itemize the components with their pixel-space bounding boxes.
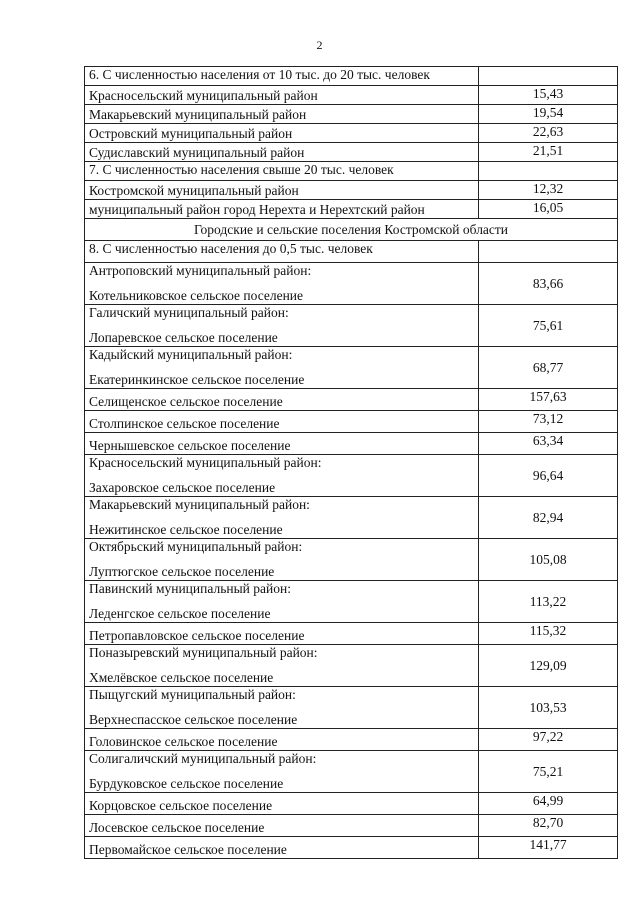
row-value: 22,63 (479, 124, 618, 143)
district-group-row (85, 263, 618, 305)
section-title: Городские и сельские поселения Костромской области (85, 219, 618, 241)
row-value: 105,08 (479, 539, 618, 581)
row-value: 64,99 (479, 793, 618, 815)
settlement-cell (85, 645, 479, 687)
row-value: 12,32 (479, 181, 618, 200)
row-value: 75,21 (479, 751, 618, 793)
district-name: Поназыревский муниципальный район: (89, 645, 318, 660)
row-value: 63,34 (479, 433, 618, 455)
settlement-cell-content (89, 347, 474, 387)
settlement-cell (85, 581, 479, 623)
table-row (85, 86, 618, 105)
settlement-name: Бурдуковское сельское поселение (89, 776, 284, 791)
row-value: 15,43 (479, 86, 618, 105)
tariff-table (84, 66, 618, 859)
settlement-cell-content (89, 263, 474, 303)
table-row (85, 411, 618, 433)
table-row (85, 200, 618, 219)
district-name: Пыщугский муниципальный район: (89, 687, 296, 702)
district-name: Кадыйский муниципальный район: (89, 347, 293, 362)
row-name: Головинское сельское поселение (85, 729, 479, 751)
settlement-name: Екатеринкинское сельское поселение (89, 372, 305, 387)
district-group-row (85, 455, 618, 497)
table-row (85, 389, 618, 411)
row-name: Петропавловское сельское поселение (85, 623, 479, 645)
settlement-name: Верхнеспасское сельское поселение (89, 712, 298, 727)
row-value: 96,64 (479, 455, 618, 497)
category-row (85, 67, 618, 86)
district-group-row (85, 347, 618, 389)
category-label: 7. С численностью населения свыше 20 тыс. человек (85, 162, 479, 181)
row-value: 75,61 (479, 305, 618, 347)
row-name: Лосевское сельское поселение (85, 815, 479, 837)
district-name: Макарьевский муниципальный район: (89, 497, 310, 512)
settlement-name: Захаровское сельское поселение (89, 480, 276, 495)
row-name: Костромской муниципальный район (85, 181, 479, 200)
settlement-cell-content (89, 645, 474, 685)
row-value: 157,63 (479, 389, 618, 411)
category-value (479, 67, 618, 86)
row-value: 82,94 (479, 497, 618, 539)
settlement-cell-content (89, 455, 474, 495)
settlement-cell-content (89, 305, 474, 345)
category-label: 6. С численностью населения от 10 тыс. до 20 тыс. человек (85, 67, 479, 86)
row-value: 103,53 (479, 687, 618, 729)
row-name: Столпинское сельское поселение (85, 411, 479, 433)
settlement-cell (85, 305, 479, 347)
row-name: Судиславский муниципальный район (85, 143, 479, 162)
row-value: 73,12 (479, 411, 618, 433)
category-label: 8. С численностью населения до 0,5 тыс. человек (85, 241, 479, 263)
row-value: 21,51 (479, 143, 618, 162)
district-name: Галичский муниципальный район: (89, 305, 289, 320)
district-name: Октябрьский муниципальный район: (89, 539, 303, 554)
district-group-row (85, 305, 618, 347)
row-name: Макарьевский муниципальный район (85, 105, 479, 124)
settlement-cell (85, 455, 479, 497)
settlement-cell-content (89, 539, 474, 579)
district-name: Солигаличский муниципальный район: (89, 751, 317, 766)
table-row (85, 837, 618, 859)
row-value: 16,05 (479, 200, 618, 219)
table-row (85, 729, 618, 751)
district-group-row (85, 581, 618, 623)
settlement-cell (85, 687, 479, 729)
row-value: 68,77 (479, 347, 618, 389)
tariff-table-body (85, 67, 618, 859)
row-value: 115,32 (479, 623, 618, 645)
section-header-row (85, 219, 618, 241)
district-name: Антроповский муниципальный район: (89, 263, 312, 278)
row-name: Корцовское сельское поселение (85, 793, 479, 815)
settlement-name: Леденгское сельское поселение (89, 606, 271, 621)
row-value: 19,54 (479, 105, 618, 124)
table-row (85, 793, 618, 815)
district-group-row (85, 645, 618, 687)
district-name: Павинский муниципальный район: (89, 581, 291, 596)
settlement-cell-content (89, 751, 474, 791)
row-value: 129,09 (479, 645, 618, 687)
settlement-cell (85, 751, 479, 793)
district-name: Красносельский муниципальный район: (89, 455, 322, 470)
settlement-cell-content (89, 687, 474, 727)
row-value: 113,22 (479, 581, 618, 623)
row-name: муниципальный район город Нерехта и Нерехтский район (85, 200, 479, 219)
district-group-row (85, 539, 618, 581)
category-row (85, 241, 618, 263)
row-value: 97,22 (479, 729, 618, 751)
settlement-cell-content (89, 497, 474, 537)
row-name: Чернышевское сельское поселение (85, 433, 479, 455)
settlement-cell (85, 347, 479, 389)
row-name: Первомайское сельское поселение (85, 837, 479, 859)
settlement-cell (85, 263, 479, 305)
settlement-name: Котельниковское сельское поселение (89, 288, 304, 303)
row-name: Селищенское сельское поселение (85, 389, 479, 411)
district-group-row (85, 687, 618, 729)
table-row (85, 143, 618, 162)
settlement-name: Луптюгское сельское поселение (89, 564, 275, 579)
table-row (85, 433, 618, 455)
row-value: 82,70 (479, 815, 618, 837)
table-row (85, 105, 618, 124)
category-value (479, 241, 618, 263)
settlement-cell (85, 539, 479, 581)
settlement-name: Нежитинское сельское поселение (89, 522, 283, 537)
table-row (85, 623, 618, 645)
row-name: Островский муниципальный район (85, 124, 479, 143)
page-number: 2 (316, 38, 323, 52)
table-row (85, 181, 618, 200)
table-row (85, 124, 618, 143)
row-name: Красносельский муниципальный район (85, 86, 479, 105)
settlement-name: Лопаревское сельское поселение (89, 330, 278, 345)
row-value: 141,77 (479, 837, 618, 859)
settlement-cell-content (89, 581, 474, 621)
settlement-cell (85, 497, 479, 539)
row-value: 83,66 (479, 263, 618, 305)
district-group-row (85, 497, 618, 539)
category-value (479, 162, 618, 181)
category-row (85, 162, 618, 181)
settlement-name: Хмелёвское сельское поселение (89, 670, 274, 685)
table-row (85, 815, 618, 837)
district-group-row (85, 751, 618, 793)
